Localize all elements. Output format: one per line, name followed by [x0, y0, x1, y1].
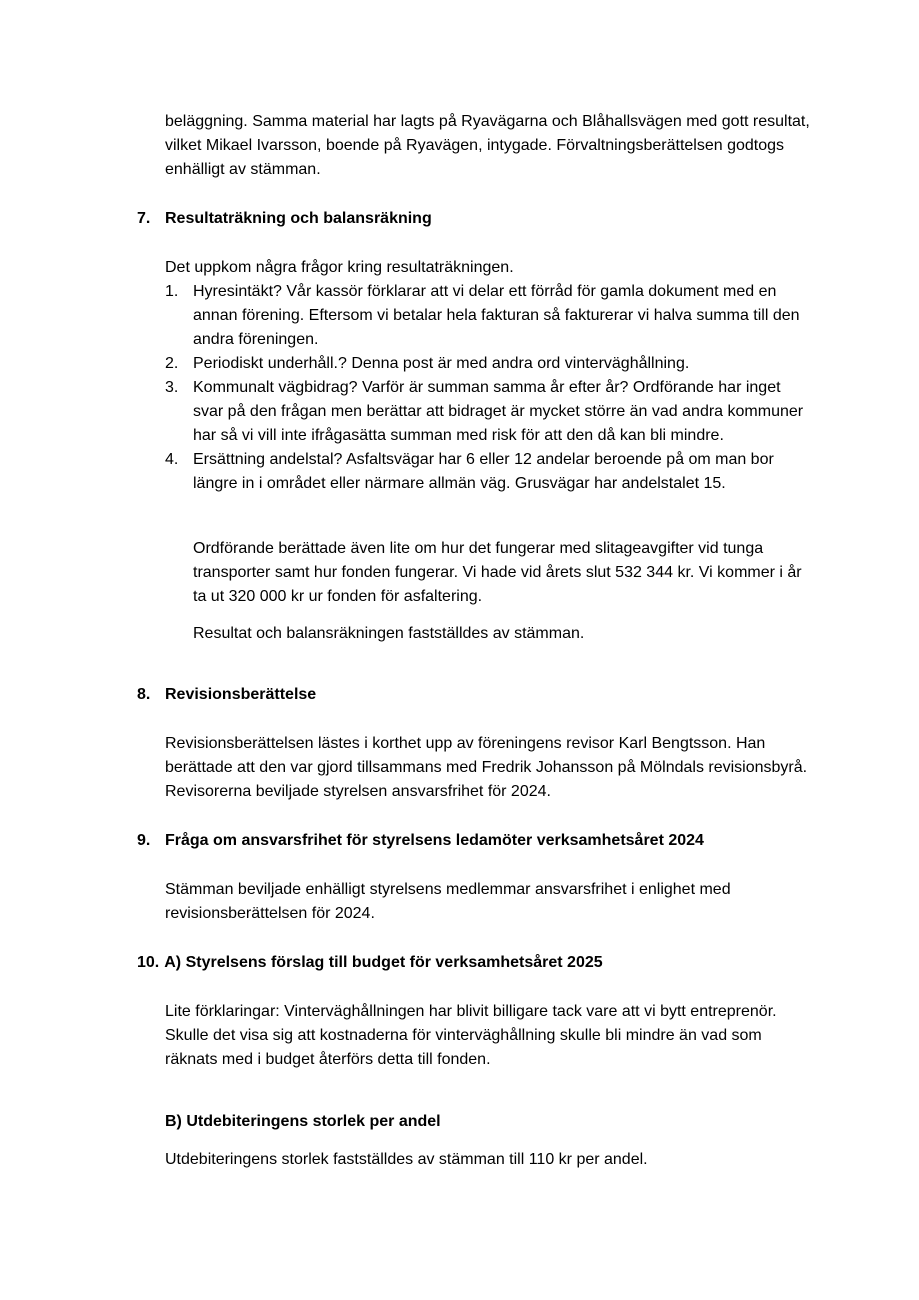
list-item: [165, 280, 815, 352]
section-10b-text: Utdebiteringens storlek fastställdes av stämman till 110 kr per andel.: [165, 1151, 648, 1168]
list-item-text: Kommunalt vägbidrag? Varför är summan samma år efter år? Ordförande har inget svar på den frågan men berättar att bidraget är mycket större än vad andra kommuner har så vi vill inte ifrågasätta summan med risk för att den då kan bli mindre.: [193, 379, 804, 444]
section-9-number: 9.: [137, 832, 151, 849]
section-10-number: 10.: [137, 954, 160, 971]
question-list: [165, 280, 815, 496]
section-8-heading: [137, 683, 316, 707]
section-10b-heading: B) Utdebiteringens storlek per andel: [165, 1113, 441, 1130]
section-9-title: Fråga om ansvarsfrihet för styrelsens ledamöter verksamhetsåret 2024: [165, 832, 704, 849]
list-item: [165, 448, 815, 496]
list-item-text: Ersättning andelstal? Asfaltsvägar har 6 eller 12 andelar beroende på om man bor längre in i området eller närmare allmän väg. Grusvägar har andelstalet 15.: [193, 451, 774, 492]
list-item: [165, 352, 815, 376]
section-7-title: Resultaträkning och balansräkning: [165, 210, 432, 227]
list-item-number: 2.: [165, 355, 179, 372]
section-9-text: Stämman beviljade enhälligt styrelsens medlemmar ansvarsfrihet i enlighet med revisionsberättelsen för 2024.: [165, 881, 731, 922]
section-7-paragraph-result: Resultat och balansräkningen fastställdes av stämman.: [193, 625, 585, 642]
intro-paragraph: beläggning. Samma material har lagts på Ryavägarna och Blåhallsvägen med gott resultat, vilket Mikael Ivarsson, boende på Ryavägen, intygade. Förvaltningsberättelsen godtogs enhälligt av stämman.: [165, 113, 810, 178]
section-7-lead: Det uppkom några frågor kring resultaträkningen.: [165, 259, 514, 276]
section-10-heading: [137, 951, 603, 975]
list-item: [165, 376, 815, 448]
section-7-heading: [137, 207, 432, 231]
list-item-number: 3.: [165, 379, 179, 396]
section-10-text: Lite förklaringar: Vinterväghållningen har blivit billigare tack vare att vi bytt entreprenör. Skulle det visa sig att kostnaderna för vinterväghållning skulle bli mindre än vad som räknats med i budget återförs detta till fonden.: [165, 1003, 777, 1068]
section-8-title: Revisionsberättelse: [165, 686, 317, 703]
section-7-paragraph-fund: Ordförande berättade även lite om hur det fungerar med slitageavgifter vid tunga transporter samt hur fonden fungerar. Vi hade vid årets slut 532 344 kr. Vi kommer i år ta ut 320 000 kr ur fonden för asfaltering.: [193, 540, 802, 605]
list-item-text: Periodiskt underhåll.? Denna post är med andra ord vinterväghållning.: [193, 355, 690, 372]
list-item-text: Hyresintäkt? Vår kassör förklarar att vi delar ett förråd för gamla dokument med en annan förening. Eftersom vi betalar hela fakturan så fakturerar vi halva summa till den andra föreningen.: [193, 283, 800, 348]
list-item-number: 1.: [165, 283, 179, 300]
list-item-number: 4.: [165, 451, 179, 468]
section-8-number: 8.: [137, 686, 151, 703]
section-7-number: 7.: [137, 210, 151, 227]
section-8-text: Revisionsberättelsen lästes i korthet upp av föreningens revisor Karl Bengtsson. Han berättade att den var gjord tillsammans med Fredrik Johansson på Mölndals revisionsbyrå. Revisorerna beviljade styrelsen ansvarsfrihet för 2024.: [165, 735, 808, 800]
section-9-heading: [137, 829, 704, 853]
section-10-title: A) Styrelsens förslag till budget för verksamhetsåret 2025: [164, 954, 603, 971]
